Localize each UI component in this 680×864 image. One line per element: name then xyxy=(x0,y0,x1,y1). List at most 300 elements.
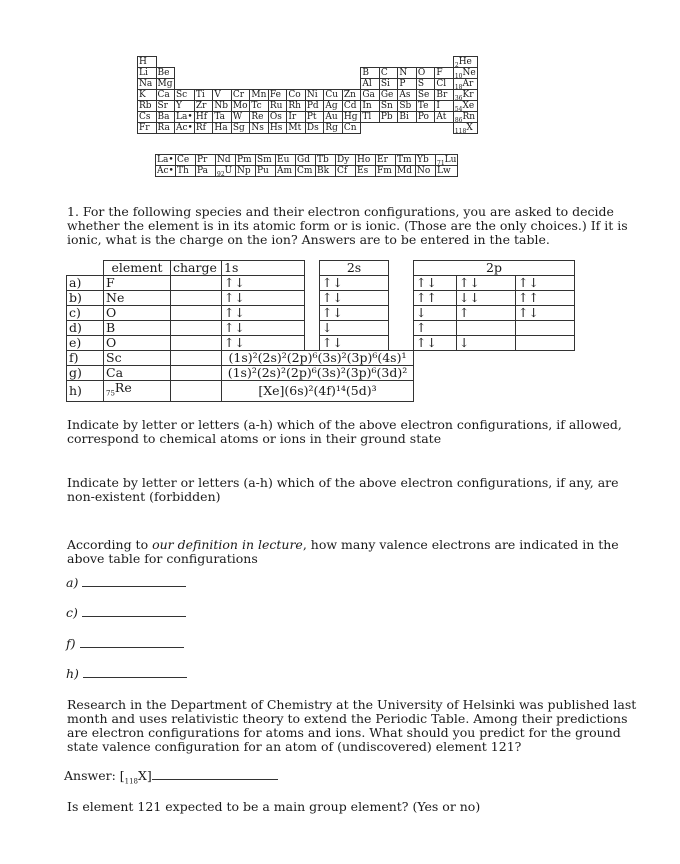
element-symbol: Rf xyxy=(195,123,206,133)
empty-cell xyxy=(175,68,195,79)
element-cell xyxy=(398,79,417,90)
element-symbol: La• xyxy=(157,155,174,165)
empty-cell xyxy=(213,79,232,90)
question-4-text xyxy=(67,538,647,566)
element-cell xyxy=(104,351,171,366)
element-cell xyxy=(104,291,171,306)
element-cell xyxy=(104,336,171,351)
element-symbol: Cf xyxy=(337,166,348,176)
element-cell xyxy=(175,90,195,101)
orbital-2p xyxy=(457,321,516,336)
empty-cell xyxy=(416,123,435,134)
empty-cell xyxy=(268,79,287,90)
orbital-2p: ↑ xyxy=(457,306,516,321)
element-cell xyxy=(175,123,195,134)
element-symbol: Cu xyxy=(325,90,339,100)
empty-cell xyxy=(305,68,324,79)
answer-blank[interactable] xyxy=(83,676,187,678)
empty-cell xyxy=(414,366,457,381)
header-charge: charge xyxy=(171,261,222,276)
answer-close: ] xyxy=(146,768,152,783)
element-cell xyxy=(176,155,196,166)
element-symbol: Ne xyxy=(462,68,476,78)
header-2p: 2p xyxy=(414,261,575,276)
element-cell xyxy=(316,155,336,166)
question-6-text: Is element 121 expected to be a main group element? (Yes or no) xyxy=(67,799,481,814)
header-1s: 1s xyxy=(222,261,305,276)
empty-cell xyxy=(194,68,213,79)
element-symbol: Ac• xyxy=(157,166,174,176)
element-symbol: Se xyxy=(417,90,430,100)
periodic-row xyxy=(138,123,478,134)
element-cell xyxy=(398,68,417,79)
element-symbol: In xyxy=(362,101,372,111)
valence-answer-h[interactable] xyxy=(66,666,187,681)
element-symbol: B xyxy=(362,68,369,78)
atomic-number: 2 xyxy=(454,61,459,68)
empty-cell xyxy=(342,57,361,68)
answer-blank[interactable] xyxy=(80,646,184,648)
empty-cell xyxy=(194,57,213,68)
empty-cell xyxy=(250,79,269,90)
orbital-2p xyxy=(516,321,575,336)
element-cell xyxy=(216,166,236,177)
element-cell xyxy=(435,101,454,112)
element-symbol: Th xyxy=(177,166,189,176)
empty-cell xyxy=(231,57,250,68)
element-cell xyxy=(287,90,306,101)
empty-cell xyxy=(194,79,213,90)
element-symbol: Ds xyxy=(306,123,319,133)
orbital-2p: ↓ xyxy=(457,336,516,351)
element-symbol: O xyxy=(106,305,117,320)
element-symbol: Br xyxy=(436,90,448,100)
element-symbol: Ce xyxy=(177,155,190,165)
orbital-2s: ↑↓ xyxy=(320,306,389,321)
element-symbol: Ca xyxy=(157,90,170,100)
element-symbol: Pu xyxy=(257,166,269,176)
element-cell xyxy=(379,101,398,112)
element-cell xyxy=(250,123,269,134)
element-symbol: Xe xyxy=(462,101,475,111)
element-cell xyxy=(416,166,436,177)
element-symbol: Ca xyxy=(106,365,124,380)
element-cell xyxy=(453,101,477,112)
element-symbol: Cr xyxy=(232,90,245,100)
element-cell xyxy=(453,68,477,79)
element-symbol: Bk xyxy=(317,166,330,176)
empty-cell xyxy=(287,57,306,68)
gap-cell xyxy=(305,306,320,321)
periodic-row xyxy=(138,68,478,79)
element-cell xyxy=(342,101,361,112)
orbital-2p: ↑↑ xyxy=(414,291,457,306)
item-label: a) xyxy=(66,575,79,590)
element-cell xyxy=(416,79,435,90)
atomic-number: 10 xyxy=(454,72,463,79)
element-symbol: Mt xyxy=(288,123,302,133)
element-symbol: No xyxy=(417,166,431,176)
element-symbol: W xyxy=(232,112,243,122)
atomic-number: 71 xyxy=(437,159,445,166)
gap-cell xyxy=(389,306,414,321)
element-symbol: He xyxy=(458,57,472,67)
element-cell xyxy=(276,166,296,177)
element-symbol: As xyxy=(399,90,411,100)
element-cell xyxy=(268,90,287,101)
element-symbol: Sm xyxy=(257,155,272,165)
element-cell xyxy=(156,101,175,112)
periodic-table-f-block xyxy=(155,154,458,177)
orbital-1s: ↑↓ xyxy=(222,276,305,291)
element-cell xyxy=(324,101,343,112)
element-cell xyxy=(138,79,157,90)
empty-cell xyxy=(268,68,287,79)
element-symbol: Ha xyxy=(214,123,228,133)
answer-element-number: 118 xyxy=(124,777,139,786)
element-symbol: Np xyxy=(237,166,251,176)
element-cell xyxy=(196,166,216,177)
atomic-number: 86 xyxy=(454,116,463,123)
row-letter: b) xyxy=(67,291,104,306)
row-letter: g) xyxy=(67,366,104,381)
element-symbol: Pa xyxy=(197,166,209,176)
charge-input-cell[interactable] xyxy=(171,381,222,402)
element-cell xyxy=(356,155,376,166)
question-4-before: According to xyxy=(67,537,153,552)
empty-cell xyxy=(361,123,380,134)
element-symbol: Eu xyxy=(277,155,290,165)
element-symbol: Ra xyxy=(157,123,170,133)
element-symbol: Re xyxy=(114,380,132,395)
element-cell xyxy=(435,112,454,123)
element-cell xyxy=(213,112,232,123)
periodic-row xyxy=(138,101,478,112)
element-symbol: P xyxy=(399,79,406,89)
element-symbol: Sc xyxy=(176,90,188,100)
element-cell xyxy=(396,155,416,166)
element-cell xyxy=(416,90,435,101)
row-letter: h) xyxy=(67,381,104,402)
element-cell xyxy=(156,79,175,90)
element-symbol: Ns xyxy=(251,123,264,133)
valence-answer-a[interactable] xyxy=(66,575,186,590)
empty-cell xyxy=(435,57,454,68)
element-symbol: Tc xyxy=(251,101,262,111)
element-symbol: Sn xyxy=(380,101,393,111)
question-2-text: Indicate by letter or letters (a-h) which of the above electron configurations, if allowed, correspond to chemical atoms or ions in their ground state xyxy=(67,417,622,446)
empty-cell xyxy=(305,79,324,90)
gap-cell xyxy=(305,291,320,306)
element-symbol: Co xyxy=(288,90,301,100)
element-cell xyxy=(236,155,256,166)
valence-answer-c[interactable] xyxy=(66,605,186,620)
element-symbol: Po xyxy=(417,112,429,122)
element-symbol: Pd xyxy=(306,101,319,111)
element-symbol: Rb xyxy=(139,101,152,111)
element-cell xyxy=(379,68,398,79)
element-symbol: Fm xyxy=(377,166,392,176)
element-symbol: Nb xyxy=(214,101,228,111)
element-symbol: Es xyxy=(357,166,369,176)
empty-cell xyxy=(305,57,324,68)
element-cell xyxy=(138,90,157,101)
element-symbol: Cd xyxy=(343,101,357,111)
species-row xyxy=(67,336,575,351)
orbital-1s: ↑↓ xyxy=(222,291,305,306)
element-cell xyxy=(361,90,380,101)
element-symbol: Lu xyxy=(444,155,457,165)
element-symbol: Re xyxy=(251,112,264,122)
element-cell xyxy=(194,90,213,101)
element-cell xyxy=(336,166,356,177)
answer-blank[interactable] xyxy=(82,615,186,617)
electron-configuration: (1s)²(2s)²(2p)⁶(3s)²(3p)⁶(4s)¹ xyxy=(222,351,414,366)
empty-cell xyxy=(175,57,195,68)
element-symbol: Rn xyxy=(462,112,476,122)
species-row xyxy=(67,366,575,381)
element-cell xyxy=(296,155,316,166)
element-cell xyxy=(305,101,324,112)
orbital-2p: ↑↓ xyxy=(414,336,457,351)
atomic-number: 18 xyxy=(454,83,463,90)
element-cell xyxy=(342,123,361,134)
element-symbol: Bi xyxy=(399,112,409,122)
element-symbol: Mo xyxy=(232,101,248,111)
element-cell xyxy=(398,112,417,123)
element-symbol: Sb xyxy=(399,101,412,111)
row-letter: d) xyxy=(67,321,104,336)
element-symbol: O xyxy=(106,335,117,350)
element-cell xyxy=(324,90,343,101)
element-cell xyxy=(336,155,356,166)
element-cell xyxy=(305,90,324,101)
element-symbol: H xyxy=(139,57,147,67)
element-cell xyxy=(256,166,276,177)
element-symbol: Si xyxy=(380,79,390,89)
element-symbol: Na xyxy=(139,79,153,89)
element-symbol: La• xyxy=(176,112,193,122)
element-symbol: Kr xyxy=(462,90,474,100)
element-cell xyxy=(138,123,157,134)
element-cell xyxy=(396,166,416,177)
charge-input-cell[interactable] xyxy=(171,306,222,321)
atomic-number: 54 xyxy=(454,105,463,112)
element-symbol: Pb xyxy=(380,112,393,122)
charge-input-cell[interactable] xyxy=(171,276,222,291)
element-cell xyxy=(156,166,176,177)
element-cell xyxy=(435,68,454,79)
element-symbol: V xyxy=(214,90,221,100)
element-cell xyxy=(356,166,376,177)
empty-cell xyxy=(398,57,417,68)
periodic-row xyxy=(138,112,478,123)
row-letter: a) xyxy=(67,276,104,291)
element-symbol: Zn xyxy=(343,90,356,100)
electron-configuration: [Xe](6s)²(4f)¹⁴(5d)³ xyxy=(222,381,414,402)
element-symbol: At xyxy=(436,112,447,122)
charge-input-cell[interactable] xyxy=(171,366,222,381)
element-cell xyxy=(213,123,232,134)
element-symbol: Te xyxy=(417,101,429,111)
empty-cell xyxy=(457,381,575,402)
element-cell xyxy=(194,123,213,134)
empty-cell xyxy=(379,57,398,68)
element-cell xyxy=(379,112,398,123)
question-4-after: , how many valence electrons are indicated in the above table for configurations xyxy=(67,537,619,566)
element-cell xyxy=(175,101,195,112)
element-cell xyxy=(361,68,380,79)
answer-blank[interactable] xyxy=(152,778,278,780)
element-cell xyxy=(104,306,171,321)
orbital-2p: ↑↓ xyxy=(457,276,516,291)
empty-cell xyxy=(231,68,250,79)
element-symbol: U xyxy=(224,166,233,176)
element-cell xyxy=(138,68,157,79)
element-symbol: Os xyxy=(269,112,282,122)
empty-cell xyxy=(435,123,454,134)
periodic-table-main xyxy=(137,56,478,134)
header-letter xyxy=(67,261,104,276)
element-symbol: Ba xyxy=(157,112,170,122)
element-cell xyxy=(175,112,195,123)
element-symbol: Ge xyxy=(380,90,394,100)
question-5-text: Research in the Department of Chemistry at the University of Helsinki was published last month and uses relativistic theory to extend the Periodic Table. Among their predictions are electron configurations for atoms and ions. What should you predict for the ground state valence configuration for an atom of (undiscovered) element 121? xyxy=(67,697,637,754)
element-symbol: Er xyxy=(377,155,388,165)
element-symbol: Ti xyxy=(195,90,205,100)
electron-configuration: (1s)²(2s)²(2p)⁶(3s)²(3p)⁶(3d)² xyxy=(222,366,414,381)
element-symbol: O xyxy=(417,68,426,78)
periodic-row xyxy=(138,90,478,101)
element-cell xyxy=(156,90,175,101)
element-cell xyxy=(453,90,477,101)
element-symbol: Pt xyxy=(306,112,317,122)
row-letter: e) xyxy=(67,336,104,351)
empty-cell xyxy=(213,68,232,79)
element-cell xyxy=(104,276,171,291)
element-cell xyxy=(376,155,396,166)
element-cell xyxy=(231,101,250,112)
element-symbol: Mg xyxy=(157,79,173,89)
valence-answer-f[interactable] xyxy=(66,636,184,651)
orbital-1s: ↑↓ xyxy=(222,306,305,321)
empty-cell xyxy=(250,68,269,79)
element-symbol: Cm xyxy=(297,166,313,176)
element-cell xyxy=(361,112,380,123)
element-cell xyxy=(213,90,232,101)
element-symbol: Ag xyxy=(325,101,338,111)
element-cell xyxy=(379,90,398,101)
element-cell xyxy=(231,112,250,123)
element-symbol: Ga xyxy=(362,90,375,100)
element-cell xyxy=(287,123,306,134)
element-symbol: Fe xyxy=(269,90,281,100)
empty-cell xyxy=(414,381,457,402)
orbital-2p: ↑↑ xyxy=(516,291,575,306)
element-cell xyxy=(435,79,454,90)
element-cell xyxy=(268,123,287,134)
element-cell xyxy=(416,112,435,123)
element-symbol: I xyxy=(436,101,440,111)
element-symbol: S xyxy=(417,79,425,89)
element-symbol: F xyxy=(436,68,443,78)
gap-cell xyxy=(305,321,320,336)
element-symbol: Am xyxy=(277,166,293,176)
element-cell xyxy=(231,90,250,101)
empty-cell xyxy=(324,57,343,68)
empty-cell xyxy=(324,68,343,79)
empty-cell xyxy=(379,123,398,134)
element-cell xyxy=(436,166,458,177)
empty-cell xyxy=(361,57,380,68)
question-3-text: Indicate by letter or letters (a-h) which of the above electron configurations, if any, are non-existent (forbidden) xyxy=(67,475,619,504)
element-symbol: Mn xyxy=(251,90,267,100)
question-1-text: 1. For the following species and their electron configurations, you are asked to decide whether the element is in its atomic form or is ionic. (Those are the only choices.) If it is ionic, what is the charge on the ion? Answers are to be entered in the table. xyxy=(67,204,628,247)
element-symbol: Nd xyxy=(217,155,231,165)
element-symbol: Sc xyxy=(106,350,122,365)
element-cell xyxy=(156,123,175,134)
element-symbol: Ir xyxy=(288,112,297,122)
element-symbol: Sr xyxy=(157,101,168,111)
element-cell xyxy=(305,112,324,123)
species-row xyxy=(67,291,575,306)
question-4-emphasis: our definition in lecture xyxy=(152,537,303,552)
species-table xyxy=(66,260,575,402)
element-cell xyxy=(376,166,396,177)
header-gap xyxy=(305,261,320,276)
species-row xyxy=(67,381,575,402)
gap-cell xyxy=(305,276,320,291)
orbital-1s: ↑↓ xyxy=(222,321,305,336)
element-cell xyxy=(250,101,269,112)
element-symbol: Ni xyxy=(306,90,318,100)
orbital-1s: ↑↓ xyxy=(222,336,305,351)
atomic-number: 92 xyxy=(217,170,225,177)
element-cell xyxy=(138,101,157,112)
element-symbol: Tb xyxy=(317,155,329,165)
element-cell xyxy=(316,166,336,177)
item-label: c) xyxy=(66,605,78,620)
element-cell xyxy=(453,57,477,68)
element-cell xyxy=(268,101,287,112)
element-cell xyxy=(138,57,157,68)
row-letter: f) xyxy=(67,351,104,366)
charge-input-cell[interactable] xyxy=(171,291,222,306)
element-cell xyxy=(436,155,458,166)
element-cell xyxy=(104,366,171,381)
element-symbol: Cn xyxy=(343,123,357,133)
species-row xyxy=(67,306,575,321)
charge-input-cell[interactable] xyxy=(171,336,222,351)
gap-cell xyxy=(389,291,414,306)
answer-line[interactable] xyxy=(64,768,278,786)
charge-input-cell[interactable] xyxy=(171,351,222,366)
periodic-row xyxy=(138,79,478,90)
answer-blank[interactable] xyxy=(82,585,186,587)
header-gap xyxy=(389,261,414,276)
element-cell xyxy=(268,112,287,123)
element-cell xyxy=(379,79,398,90)
element-cell xyxy=(416,68,435,79)
element-cell xyxy=(236,166,256,177)
periodic-table xyxy=(137,56,478,134)
charge-input-cell[interactable] xyxy=(171,321,222,336)
element-cell xyxy=(296,166,316,177)
element-cell xyxy=(194,101,213,112)
element-cell xyxy=(453,112,477,123)
empty-cell xyxy=(342,79,361,90)
element-cell xyxy=(324,123,343,134)
